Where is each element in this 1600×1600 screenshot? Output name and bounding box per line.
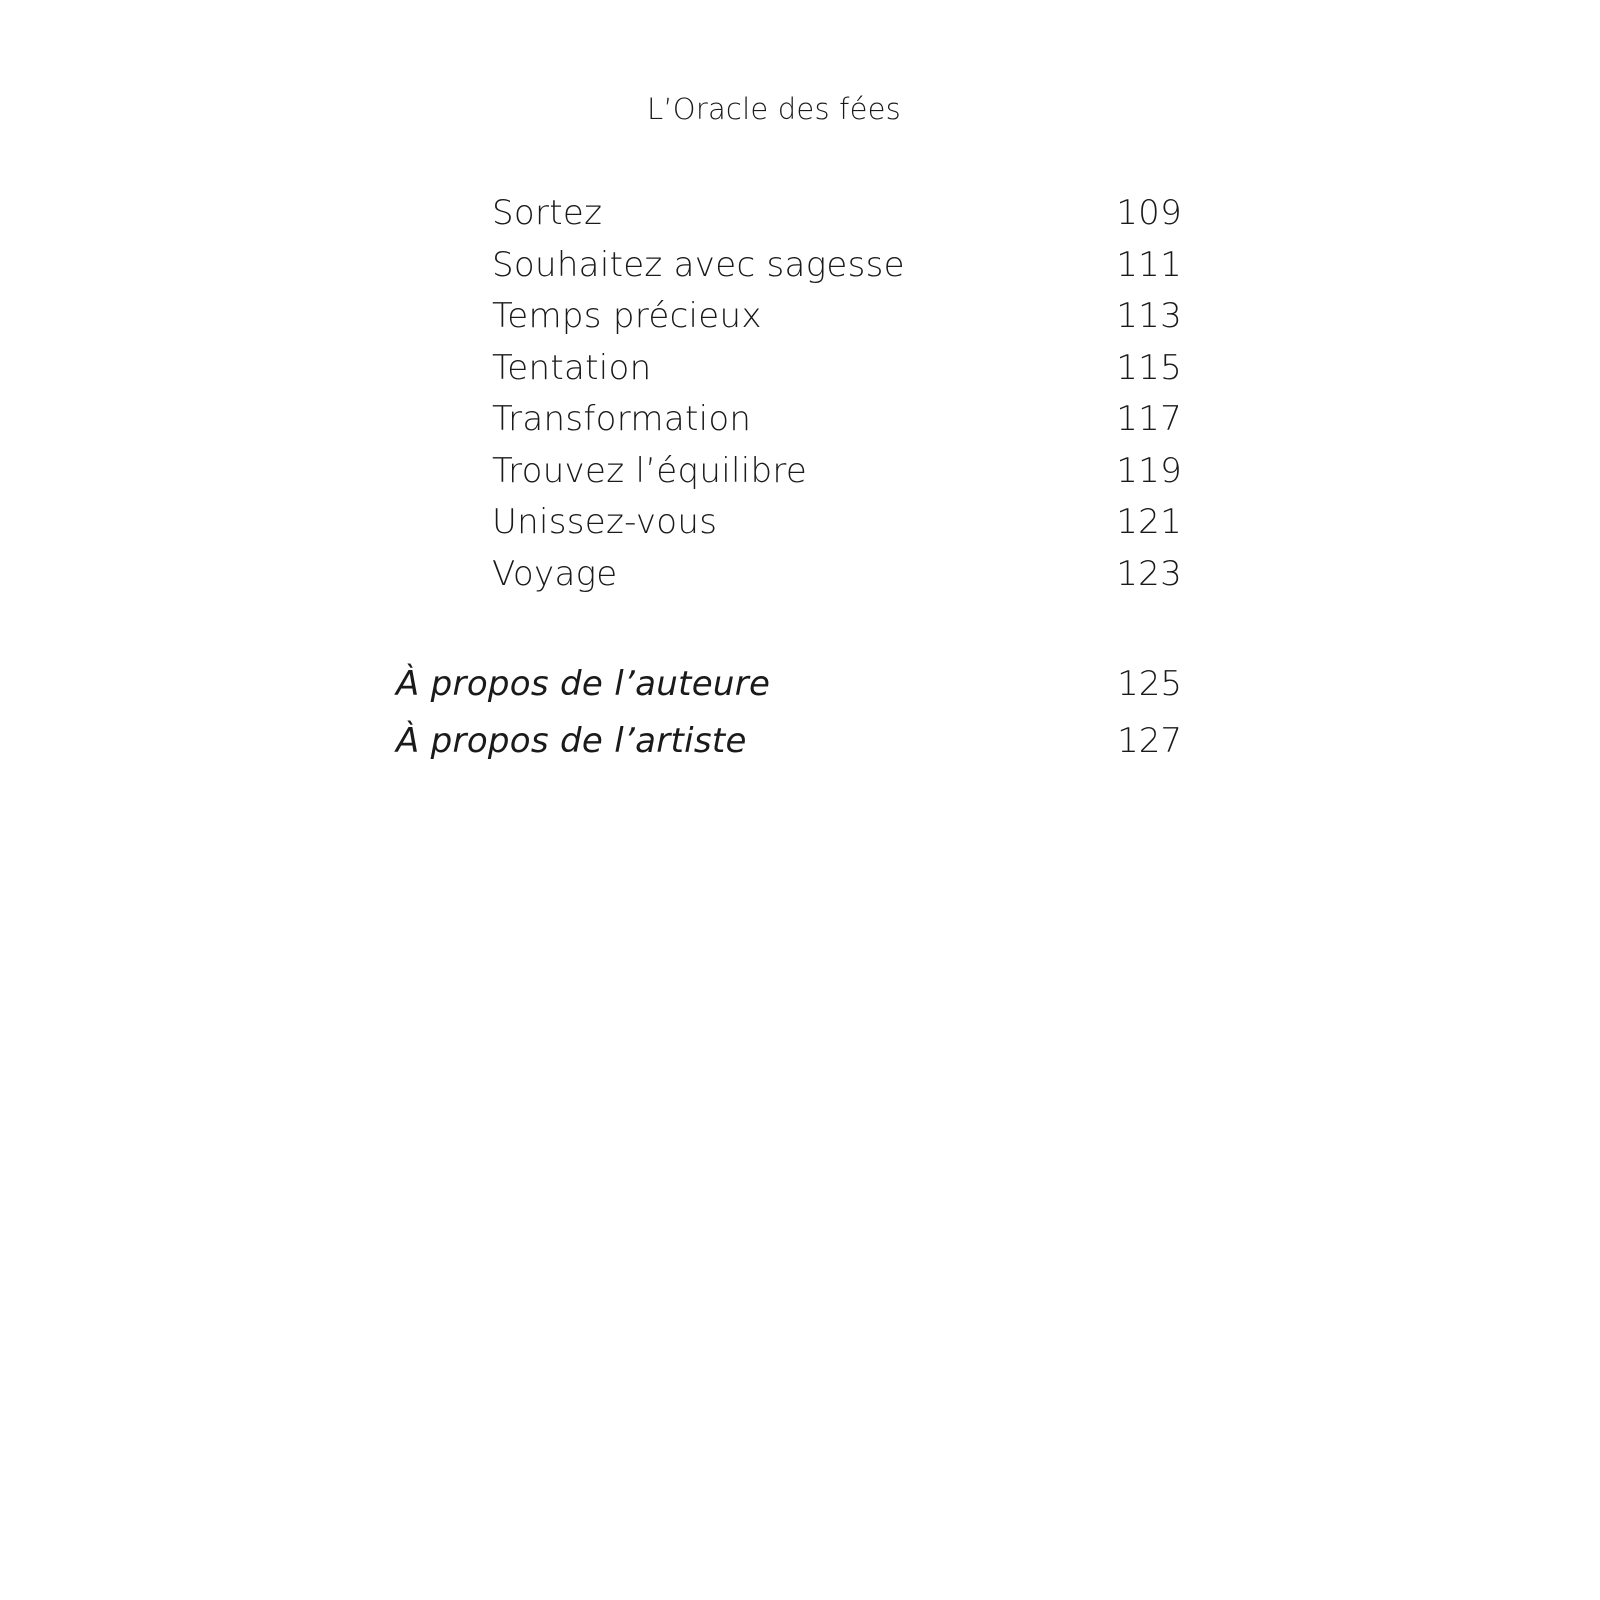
toc-entry-page-number: 115 xyxy=(1116,347,1182,388)
toc-entry-title: Souhaitez avec sagesse xyxy=(492,244,905,285)
table-of-contents xyxy=(492,193,1182,605)
back-matter-page-number: 125 xyxy=(1117,664,1182,704)
toc-entry xyxy=(492,296,1182,348)
toc-entry xyxy=(492,348,1182,400)
toc-entry xyxy=(492,502,1182,554)
toc-entry xyxy=(492,245,1182,297)
back-matter-title: À propos de l’artiste xyxy=(396,721,747,761)
running-header-title: L’Oracle des fées xyxy=(647,92,901,126)
back-matter-entry xyxy=(396,721,1182,778)
toc-entry-title: Trouvez l’équilibre xyxy=(492,450,808,491)
toc-entry-page-number: 113 xyxy=(1116,296,1182,336)
toc-entry-title: Temps précieux xyxy=(492,296,762,336)
toc-entry xyxy=(492,193,1182,245)
toc-entry xyxy=(492,451,1182,503)
toc-entry xyxy=(492,399,1182,451)
toc-entry-title: Sortez xyxy=(492,193,603,233)
toc-entry-title: Unissez-vous xyxy=(492,502,718,542)
back-matter-title: À propos de l’auteure xyxy=(396,664,771,704)
back-matter-list xyxy=(396,664,1182,778)
toc-entry-page-number: 117 xyxy=(1116,399,1182,439)
toc-entry-page-number: 119 xyxy=(1116,450,1182,491)
toc-entry-title: Transformation xyxy=(492,399,752,439)
toc-entry-page-number: 111 xyxy=(1116,244,1182,285)
toc-entry-page-number: 121 xyxy=(1116,502,1182,542)
toc-entry-title: Tentation xyxy=(492,347,652,388)
toc-entry xyxy=(492,554,1182,606)
toc-entry-page-number: 109 xyxy=(1116,193,1182,233)
back-matter-page-number: 127 xyxy=(1117,721,1182,761)
toc-entry-title: Voyage xyxy=(492,553,618,594)
toc-entry-page-number: 123 xyxy=(1116,553,1182,594)
back-matter-entry xyxy=(396,664,1182,721)
